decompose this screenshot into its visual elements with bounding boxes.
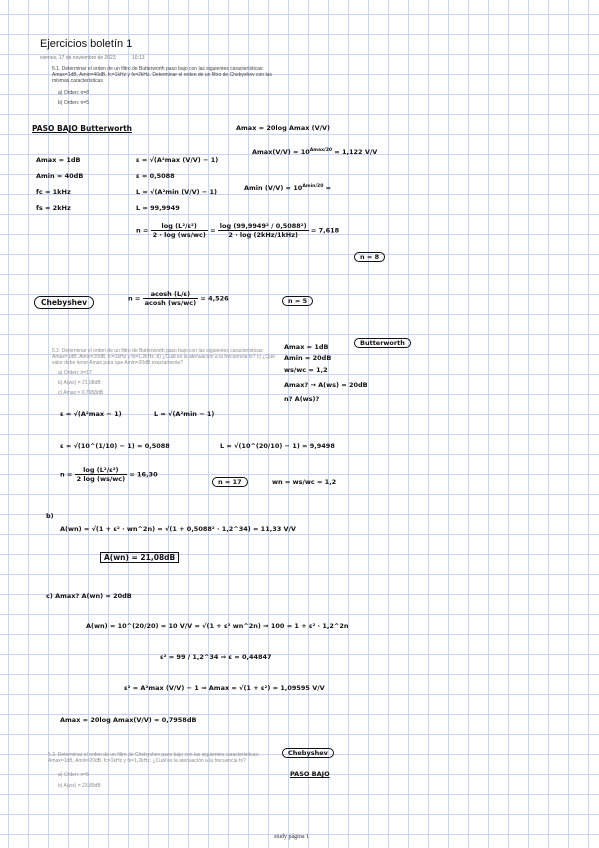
given-2-ratio: ws/wc = 1,2 [284,366,328,374]
given-amax: Amax = 1dB [36,156,81,164]
l-formula: L = √(A²min (V/V) − 1) [136,188,218,196]
part-c-answer: Amax = 20log Amax(V/V) = 0,7958dB [60,716,197,724]
given-2-question-amax: Amax? → A(ws) = 20dB [284,381,368,389]
amax-definition: Amax = 20log Amax (V/V) [236,124,331,132]
page-date: viernes, 17 de noviembre de 2023 [40,55,116,61]
lowpass-tag: PASO BAJO [290,770,330,778]
given-fc: fc = 1kHz [36,188,71,196]
section-heading-chebyshev: Chebyshev [34,296,94,309]
chebyshev-tag: Chebyshev [282,748,334,758]
part-c-label: c) Amax? A(wn) = 20dB [46,592,132,600]
order-answer-chebyshev: n = 5 [282,296,313,306]
page-title: Ejercicios boletín 1 [40,38,133,50]
given-amin: Amin = 40dB [36,172,84,180]
part-b-label: b) [46,512,54,520]
l-value-2: L = √(10^(20/10) − 1) = 9,9498 [220,442,335,450]
exercise-2-answer-a: a) Orden: n=17 [58,370,92,376]
part-c-equation-2: ε² = 99 / 1,2^34 ⇒ ε = 0,44847 [160,653,272,661]
part-c-equation-3: ε² = A²max (V/V) − 1 ⇒ Amax = √(1 + ε²) = 1,09595 V/V [124,684,325,692]
part-c-equation-1: A(wn) = 10^(20/20) = 10 V/V = √(1 + ε² wn^2n) ⇒ 100 = 1 + ε² · 1,2^2n [86,622,349,630]
order-answer-2: n = 17 [212,477,248,487]
amax-equation: $Amax(V/V) = 10^{Amax/20} = 1,122$ V/V [252,147,378,156]
l-value: L = 99,9949 [136,204,180,212]
given-fs: fs = 2kHz [36,204,71,212]
given-2-amin: Amin = 20dB [284,354,332,362]
normalized-frequency: wn = ws/wc = 1,2 [272,478,337,486]
order-formula-2: n = $\frac{\text{log (L²/ε²)}}{2 \log (ws/wc)}$ = 16,30 [60,466,158,483]
given-2-question-n: n? A(ws)? [284,395,320,403]
order-formula-butterworth: n = $\frac{\text{log (L²/ε²)}}{2 \cdot \log (ws/wc)}$ = $\frac{\text{log (99,9949² / 0,5088²)}}{\text{2 · log (2kHz/1kHz)}}$ = 7,618 [136,222,340,239]
order-answer-butterworth: n = 8 [354,252,385,262]
section-heading-butterworth: PASO BAJO Butterworth [32,124,133,133]
exercise-3-statement: 5.3. Determinar el orden de un filtro de Chebyshev paso bajo con las siguientes características: Amax=1dB, Amin=20dB, fc=1kHz y fs=1,2kHz. ¿Cuál es la atenuación a la frecuencia fs? [48,752,260,764]
order-formula-chebyshev: n = $\frac{acosh (L/\varepsilon)}{acosh (ws/wc)}$ = 4,526 [128,290,229,307]
exercise-1-answer-b: b) Orden: n=5 [58,100,89,106]
epsilon-value-2: ε = √(10^(1/10) − 1) = 0,5088 [60,442,170,450]
given-2-amax: Amax = 1dB [284,343,329,351]
exercise-2-answer-b: b) A(ws) = 21,08dB [58,380,101,386]
butterworth-tag: Butterworth [354,338,411,348]
exercise-3-answer-a: a) Orden: n=5 [58,772,89,778]
page-time: 10:13 [132,55,145,61]
exercise-3-answer-b: b) A(ws) = 23,89dB [58,783,101,789]
exercise-1-statement: 5.1. Determinar el orden de un filtro de Butterworth paso bajo con las siguientes características: Amax=1dB, Amin=40dB, fc=1kHz y fs=2kHz. Determinar el orden de un filtro de Chebyshev con las mismas características [52,66,272,84]
exercise-1-answer-a: a) Orden: n=8 [58,90,89,96]
amin-equation: Amin $(V/V) = 10^{Amin/20}$ = [244,183,332,192]
part-b-equation: A(wn) = √(1 + ε² · wn^2n) = √(1 + 0,5088² · 1,2^34) = 11,33 V/V [60,525,296,533]
page-footer: study página 1 [274,834,309,840]
part-b-answer: A(wn) = 21,08dB [100,552,179,563]
l-formula-2: L = √(A²min − 1) [154,410,215,418]
exercise-2-answer-c: c) Amax = 0,7958dB [58,390,104,396]
epsilon-value: ε = 0,5088 [136,172,175,180]
epsilon-formula-2: ε = √(A²max − 1) [60,410,122,418]
exercise-2-statement: 5.2. Determinar el orden de un filtro de Butterworth paso bajo con las siguientes características: Amax=1dB, Amin=20dB, fc=1kHz y fs=1,2kHz. b) ¿Cuál es la atenuación a la frecuencia fs? c) ¿Qué valor debe tener Amax para que Amin=20dB exactamente? [52,348,275,366]
epsilon-formula: ε = √(A²max (V/V) − 1) [136,156,219,164]
